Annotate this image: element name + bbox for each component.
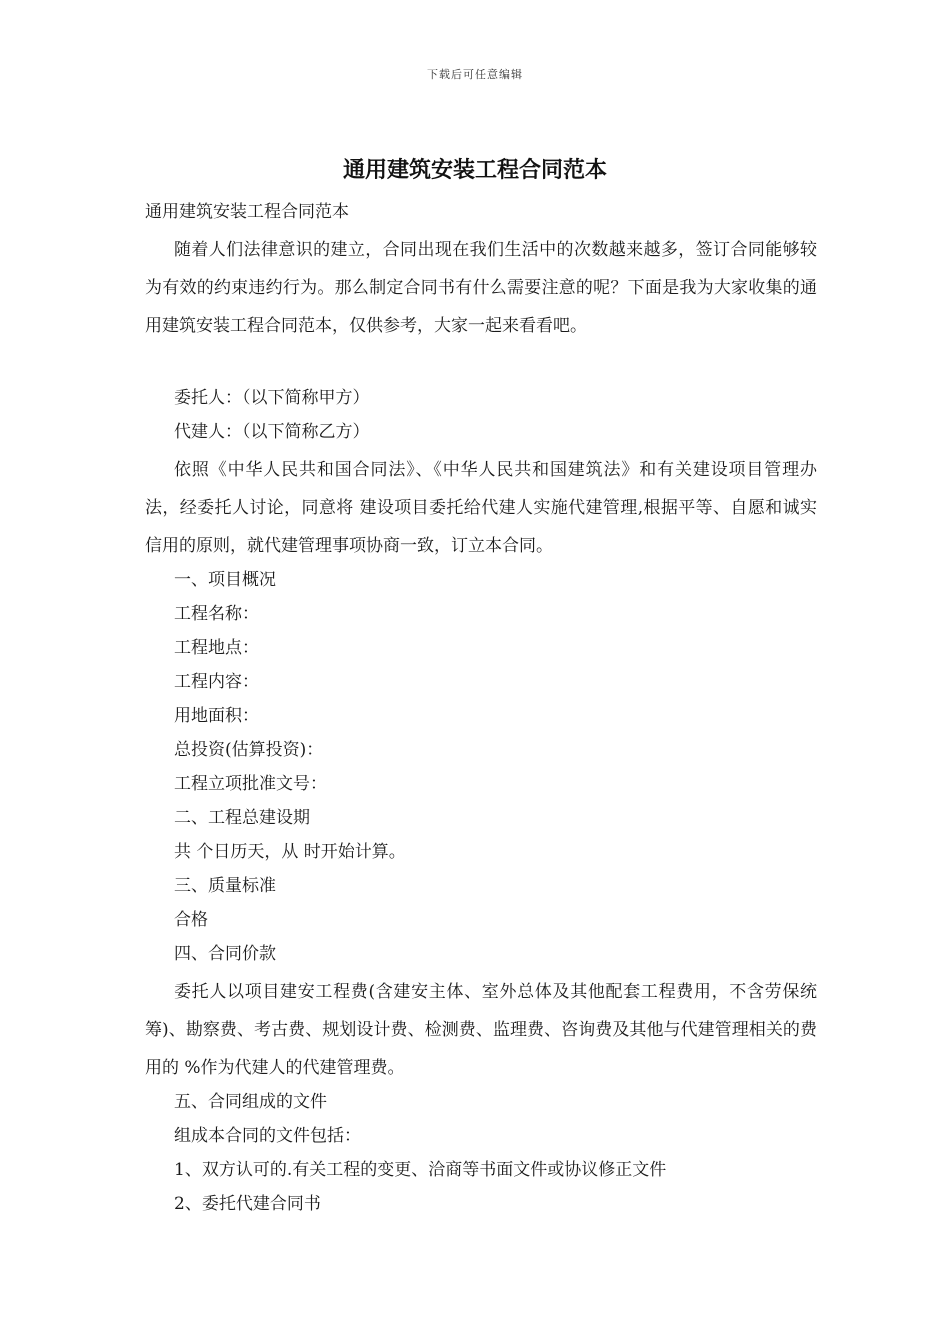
preamble-paragraph: 依照《中华人民共和国合同法》、《中华人民共和国建筑法》和有关建设项目管理办法，经委托人讨论，同意将 建设项目委托给代建人实施代建管理,根据平等、自愿和诚实信用的原则，就代建管理事项协商一致，订立本合同。 <box>145 460 817 556</box>
list-item: 2、委托代建合同书 <box>174 1194 321 1214</box>
document-body <box>145 197 817 1223</box>
section-heading: 四、合同价款 <box>174 944 276 964</box>
subtitle: 通用建筑安装工程合同范本 <box>145 202 349 222</box>
section-text: 组成本合同的文件包括： <box>174 1126 361 1146</box>
principal-party: 委托人：（以下简称甲方） <box>174 388 370 408</box>
intro-paragraph: 随着人们法律意识的建立，合同出现在我们生活中的次数越来越多，签订合同能够较为有效的约束违约行为。那么制定合同书有什么需要注意的呢？下面是我为大家收集的通用建筑安装工程合同范本，仅供参考，大家一起来看看吧。 <box>145 240 817 336</box>
section-heading: 二、工程总建设期 <box>174 808 310 828</box>
section-text: 合格 <box>174 910 208 930</box>
blank-line <box>145 345 817 383</box>
header-note: 下载后可任意编辑 <box>427 68 523 81</box>
agent-party: 代建人：（以下简称乙方） <box>174 422 370 442</box>
document-title: 通用建筑安装工程合同范本 <box>342 157 607 183</box>
field-project-location: 工程地点： <box>174 638 259 658</box>
field-land-area: 用地面积： <box>174 706 259 726</box>
field-total-investment: 总投资(估算投资)： <box>174 740 324 760</box>
section-paragraph: 委托人以项目建安工程费(含建安主体、室外总体及其他配套工程费用，不含劳保统筹)、勘察费、考古费、规划设计费、检测费、监理费、咨询费及其他与代建管理相关的费用的 %作为代建人的代建管理费。 <box>145 982 817 1078</box>
field-project-content: 工程内容： <box>174 672 259 692</box>
section-text: 共 个日历天，从 时开始计算。 <box>174 842 406 862</box>
section-heading: 五、合同组成的文件 <box>174 1092 327 1112</box>
field-approval-number: 工程立项批准文号： <box>174 774 327 794</box>
section-heading: 三、质量标准 <box>174 876 276 896</box>
section-heading: 一、项目概况 <box>174 570 276 590</box>
field-project-name: 工程名称： <box>174 604 259 624</box>
list-item: 1、双方认可的.有关工程的变更、洽商等书面文件或协议修正文件 <box>174 1160 667 1180</box>
